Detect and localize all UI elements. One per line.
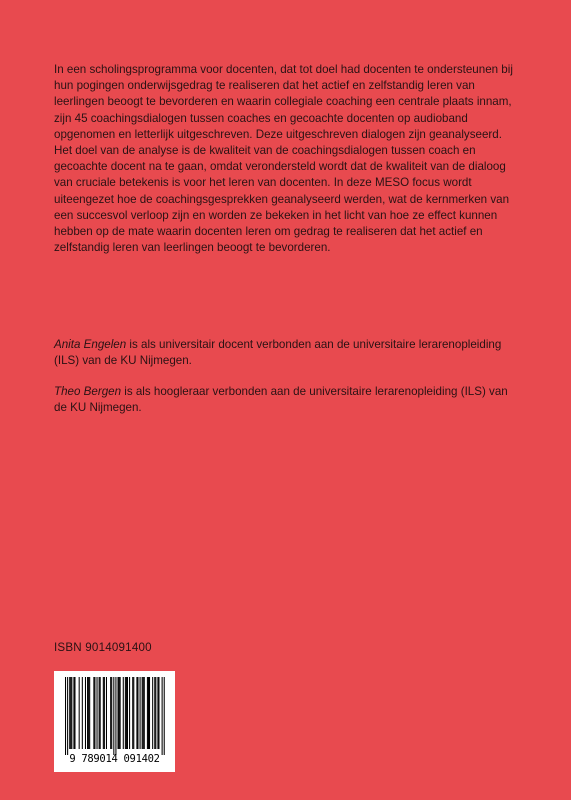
barcode-bars <box>54 671 175 755</box>
barcode-bar <box>158 677 159 749</box>
barcode-bar <box>74 677 75 749</box>
barcode-bar <box>65 677 66 755</box>
barcode-bar <box>94 677 95 749</box>
barcode-bar <box>123 677 124 749</box>
barcode-bar <box>125 677 126 749</box>
barcode-bar <box>144 677 145 749</box>
barcode-bar <box>152 677 153 749</box>
author-name-2: Theo Bergen <box>54 385 122 398</box>
barcode-digits: 9 789014 091402 <box>69 753 160 765</box>
barcode-bar <box>147 677 148 749</box>
barcode-bar <box>142 677 143 749</box>
author-name-1: Anita Engelen <box>54 338 127 351</box>
barcode <box>54 671 175 772</box>
author-bio-text-2: is als hoogleraar verbonden aan de universitaire lerarenopleiding (ILS) van de KU Nijmegen. <box>54 385 508 415</box>
barcode-bar <box>100 677 101 749</box>
barcode-bar <box>113 677 114 755</box>
barcode-bar <box>120 677 121 749</box>
barcode-bar <box>148 677 149 749</box>
barcode-bar <box>132 677 133 749</box>
barcode-bar <box>127 677 128 749</box>
barcode-bar <box>110 677 111 749</box>
barcode-bar <box>140 677 141 749</box>
barcode-bar <box>93 677 94 749</box>
barcode-bar <box>85 677 86 749</box>
author-bio-2 <box>54 384 514 416</box>
barcode-bar <box>162 677 163 755</box>
barcode-bar <box>118 677 119 749</box>
isbn-label: ISBN 9014091400 <box>54 641 152 654</box>
author-bio-1 <box>54 337 514 369</box>
barcode-bar <box>97 677 98 749</box>
barcode-bar <box>71 677 72 749</box>
barcode-bar <box>164 677 165 755</box>
blurb-text: In een scholingsprogramma voor docenten, dat tot doel had docenten te ondersteunen bij hun pogingen onderwijsgedrag te realiseren dat het actief en zelfstandig leren van leerlingen beoogt te bevorderen en waarin collegiale coaching een centrale plaats innam, zijn 45 coachingsdialogen tussen coaches en gecoachte docenten op audioband opgenomen en letterlijk uitgeschreven. Deze uitgeschreven dialogen zijn geanalyseerd. Het doel van de analyse is de kwaliteit van de coachingsdialogen tussen coach en gecoachte docent na te gaan, omdat verondersteld wordt dat de kwaliteit van de dialoog van cruciale betekenis is voor het leren van docenten. In deze MESO focus wordt uiteengezet hoe de coachingsgesprekken geanalyseerd werden, wat de kernmerken van een succesvol verloop zijn en worden ze bekeken in het licht van hoe ze effect kunnen hebben op de mate waarin docenten leren om gedrag te realiseren dat het actief en zelfstandig leren van leerlingen beoogt te bevorderen. <box>54 63 513 255</box>
barcode-bar <box>137 677 138 749</box>
barcode-bar <box>119 677 120 749</box>
barcode-bar <box>133 677 134 749</box>
barcode-bar <box>155 677 156 749</box>
barcode-bar <box>143 677 144 749</box>
barcode-bar <box>103 677 104 749</box>
barcode-bar <box>157 677 158 749</box>
barcode-bar <box>67 677 68 755</box>
author-bio-text-1: is als universitair docent verbonden aan de universitaire lerarenopleiding (ILS) van de KU Nijmegen. <box>54 338 502 368</box>
barcode-bar <box>79 677 80 749</box>
barcode-bar <box>88 677 89 749</box>
barcode-bar <box>87 677 88 749</box>
barcode-bar <box>104 677 105 749</box>
barcode-bar <box>129 677 130 749</box>
barcode-bar <box>69 677 70 749</box>
barcode-bar <box>99 677 100 749</box>
barcode-bar <box>115 677 116 755</box>
barcode-bar <box>89 677 90 749</box>
barcode-bar <box>126 677 127 749</box>
barcode-bar <box>70 677 71 749</box>
barcode-bar <box>73 677 74 749</box>
barcode-bar <box>136 677 137 749</box>
barcode-bar <box>149 677 150 749</box>
barcode-bar <box>154 677 155 749</box>
barcode-bar <box>106 677 107 749</box>
barcode-bar <box>82 677 83 749</box>
barcode-bar <box>111 677 112 749</box>
